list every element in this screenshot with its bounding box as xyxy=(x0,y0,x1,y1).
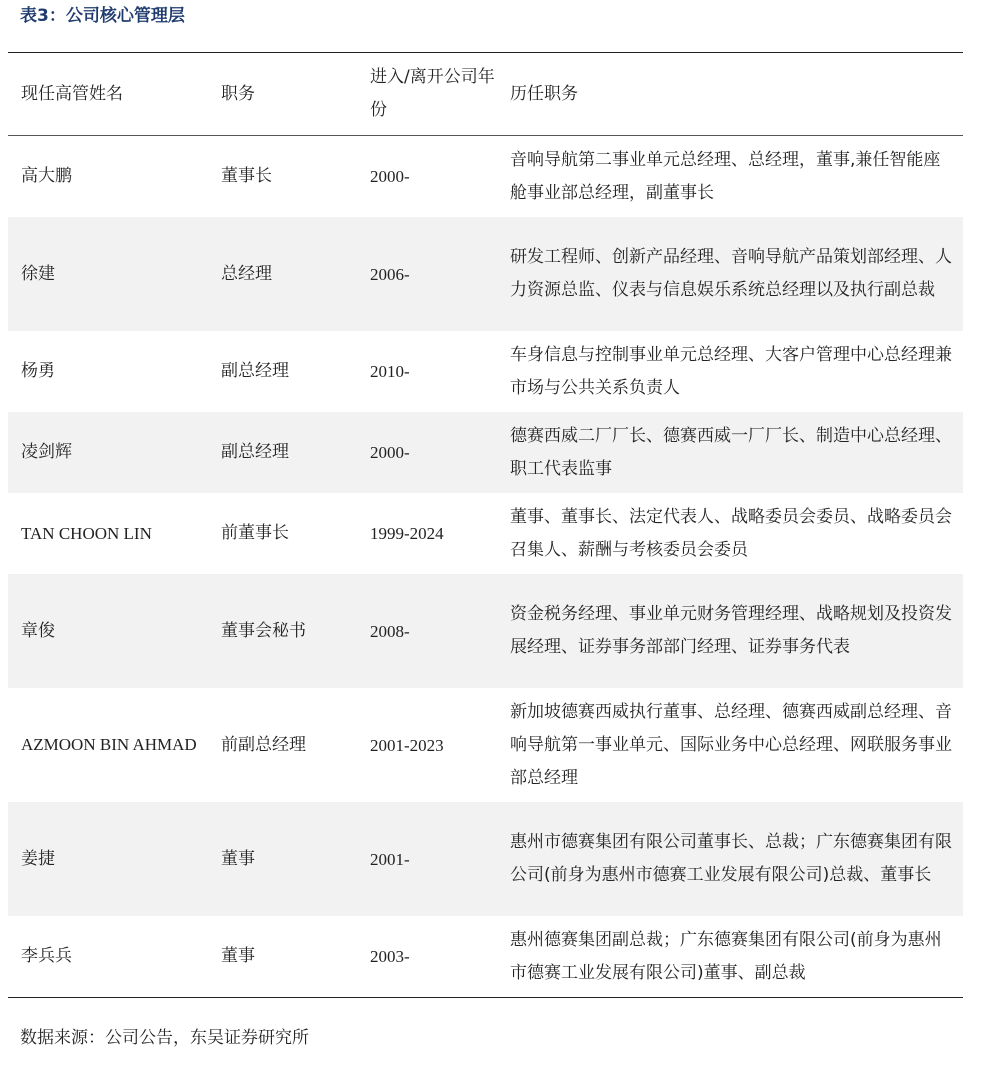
cell-position: 董事会秘书 xyxy=(221,620,306,641)
cell-position: 前董事长 xyxy=(221,523,289,543)
cell-years: 2000- xyxy=(370,167,410,186)
cell-years: 2006- xyxy=(370,264,410,284)
cell-position: 前副总经理 xyxy=(221,734,306,755)
cell-position: 董事长 xyxy=(221,166,272,186)
cell-years: 1999-2024 xyxy=(370,524,444,543)
cell-history: 车身信息与控制事业单元总经理、大客户管理中心总经理兼市场与公共关系负责人 xyxy=(510,344,952,398)
cell-name: 徐建 xyxy=(21,263,55,284)
table-row xyxy=(8,802,963,916)
cell-years: 2003- xyxy=(370,947,410,966)
management-table xyxy=(8,52,963,998)
table-row xyxy=(8,493,963,574)
cell-history: 资金税务经理、事业单元财务管理经理、战略规划及投资发展经理、证券事务部部门经理、证券事务代表 xyxy=(510,604,952,657)
table-row xyxy=(8,217,963,331)
cell-history: 董事、董事长、法定代表人、战略委员会委员、战略委员会召集人、薪酬与考核委员会委员 xyxy=(510,506,952,560)
cell-years: 2008- xyxy=(370,621,410,641)
cell-history: 音响导航第二事业单元总经理、总经理，董事,兼任智能座舱事业部总经理，副董事长 xyxy=(510,149,941,203)
header-history: 历任职务 xyxy=(510,83,578,104)
cell-position: 副总经理 xyxy=(221,361,289,381)
cell-years: 2010- xyxy=(370,362,410,381)
cell-name: 凌剑辉 xyxy=(21,442,72,462)
data-source-note: 数据来源：公司公告，东吴证券研究所 xyxy=(20,1028,309,1048)
cell-years: 2001-2023 xyxy=(370,735,444,755)
cell-position: 总经理 xyxy=(221,263,272,284)
cell-position: 董事 xyxy=(221,848,255,869)
cell-name: 章俊 xyxy=(21,620,55,641)
cell-history: 惠州德赛集团副总裁；广东德赛集团有限公司(前身为惠州市德赛工业发展有限公司)董事、副总裁 xyxy=(510,929,942,983)
table-row xyxy=(8,688,963,802)
table-title: 表3：公司核心管理层 xyxy=(20,6,185,26)
table-bottom-rule xyxy=(8,997,963,998)
cell-name: TAN CHOON LIN xyxy=(21,523,152,543)
cell-name: 李兵兵 xyxy=(21,946,72,966)
cell-years: 2001- xyxy=(370,849,410,869)
cell-history: 新加坡德赛西威执行董事、总经理、德赛西威副总经理、音响导航第一事业单元、国际业务中心总经理、网联服务事业部总经理 xyxy=(510,701,952,788)
table-header-row xyxy=(8,53,963,135)
table-row xyxy=(8,412,963,493)
cell-history: 德赛西威二厂厂长、德赛西威一厂厂长、制造中心总经理、职工代表监事 xyxy=(510,425,952,479)
cell-history: 惠州市德赛集团有限公司董事长、总裁；广东德赛集团有限公司(前身为惠州市德赛工业发展有限公司)总裁、董事长 xyxy=(510,832,952,885)
cell-history: 研发工程师、创新产品经理、音响导航产品策划部经理、人力资源总监、仪表与信息娱乐系统总经理以及执行副总裁 xyxy=(510,247,952,300)
cell-years: 2000- xyxy=(370,443,410,462)
table-row xyxy=(8,331,963,412)
cell-name: AZMOON BIN AHMAD xyxy=(21,735,197,754)
cell-position: 董事 xyxy=(221,946,255,966)
cell-name: 姜捷 xyxy=(21,848,55,869)
table-row xyxy=(8,574,963,688)
header-name: 现任高管姓名 xyxy=(21,83,123,104)
cell-position: 副总经理 xyxy=(221,442,289,462)
table-row xyxy=(8,916,963,997)
cell-name: 高大鹏 xyxy=(21,166,72,186)
cell-name: 杨勇 xyxy=(21,361,55,381)
header-position: 职务 xyxy=(221,83,255,104)
table-row xyxy=(8,136,963,217)
header-years: 进入/离开公司年份 xyxy=(370,67,495,120)
